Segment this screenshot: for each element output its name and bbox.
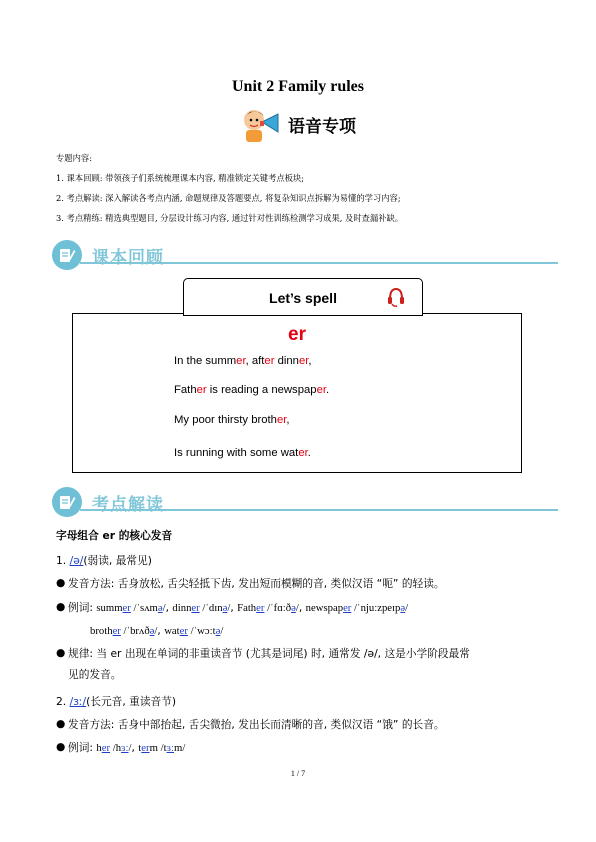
intro-item: 2. 考点解读: 深入解读各考点内涵, 命题规律及答题要点, 将复杂知识点拆解为易懂的学习内容; [56, 193, 401, 203]
spell-line [174, 384, 329, 396]
text-span: is reading a newspap [206, 384, 317, 396]
bullet-icon: ● [56, 576, 66, 589]
megaphone-kid-icon [240, 106, 284, 142]
page-number: 1 / 7 [290, 769, 306, 778]
spell-tab [183, 278, 423, 316]
text-line: 规律: 当 er 出现在单词的非重读音节 (尤其是词尾) 时, 通常发 /ə/, 这是小学阶段最常 [68, 647, 470, 660]
pronunciation-1-rule [56, 646, 558, 682]
pronunciation-2-examples: ● 例词: her /hɜː/, term /tɜːm/ [56, 740, 186, 754]
topic-label: 语音专项 [288, 116, 356, 137]
example-word: term /tɜːm/ [138, 742, 186, 754]
pronunciation-1-examples: ● 例词: summer /ˈsʌmə/, dinner /ˈdɪnə/, Father /ˈfɑːðə/, newspaper /ˈnjuːzpeɪpə/ [56, 600, 409, 614]
spell-heading: er [288, 324, 306, 345]
text-span: 例词: [68, 741, 93, 754]
pronunciation-1-examples-row2: brother /ˈbrʌðə/, water /ˈwɔːtə/ [90, 624, 224, 637]
core-heading: 字母组合 er 的核心发音 [56, 529, 173, 542]
highlight-span: er [236, 355, 246, 367]
section-header-analysis [52, 487, 558, 519]
bullet-icon: ● [56, 717, 66, 730]
spell-line [174, 414, 290, 426]
text-span: In the summ [174, 355, 237, 367]
page-title: Unit 2 Family rules [232, 78, 364, 95]
bullet-icon: ● [56, 600, 66, 613]
intro-block [56, 148, 403, 228]
example-word: her /hɜː/ [96, 742, 132, 754]
example-word: Father /ˈfɑːðə/ [237, 602, 299, 614]
text-span: (长元音, 重读音节) [86, 695, 177, 708]
highlight-span: er [264, 355, 275, 367]
text-span: dinn [274, 355, 299, 367]
text-span: 1. [56, 554, 70, 567]
text-span: , [308, 355, 312, 367]
highlight-span: er [298, 447, 308, 459]
spell-line [174, 447, 311, 459]
text-line: 见的发音。 [68, 668, 122, 681]
intro-item: 3. 考点精练: 精选典型题目, 分层设计练习内容, 通过针对性训练检测学习成果, 及时查漏补缺。 [56, 213, 404, 223]
intro-item: 1. 课本回顾: 带领孩子们系统梳理课本内容, 精准锁定关键考点板块; [56, 173, 305, 183]
text-span: , [286, 414, 290, 426]
text-span: . [307, 447, 311, 459]
example-word: water /ˈwɔːtə/ [164, 625, 224, 637]
headphones-icon [386, 285, 406, 309]
text-span: , aft [245, 355, 265, 367]
highlight-span: er [298, 355, 309, 367]
highlight-span: er [196, 384, 207, 396]
pencil-note-icon [52, 240, 82, 270]
pronunciation-2-method [56, 717, 558, 732]
text-span: My poor thirsty broth [174, 414, 277, 426]
text-span: 发音方法: 舌身放松, 舌尖轻抵下齿, 发出短而模糊的音, 类似汉语 “呃” 的轻读。 [68, 577, 445, 590]
pronunciation-1-method [56, 576, 558, 591]
pronunciation-1-title [56, 553, 152, 568]
phonetic-span: /ə/ [69, 554, 84, 567]
highlight-span: er [316, 384, 326, 396]
pencil-note-icon [52, 487, 82, 517]
highlight-span: er [276, 414, 287, 426]
example-word: brother /ˈbrʌðə/ [90, 625, 158, 637]
bullet-icon: ● [56, 740, 66, 753]
example-word: summer /ˈsʌmə/ [96, 602, 166, 614]
spell-tab-label: Let’s spell [269, 290, 337, 306]
text-span: (弱读, 最常见) [83, 554, 152, 567]
phonetic-span: /ɜː/ [69, 695, 87, 708]
text-span: 例词: [68, 601, 93, 614]
section-header-review [52, 240, 558, 272]
text-span: . [325, 384, 330, 396]
pronunciation-2-title [56, 694, 176, 709]
section-title: 课本回顾 [92, 248, 164, 268]
bullet-icon: ● [56, 646, 66, 659]
section-title: 考点解读 [92, 495, 164, 515]
text-span: Fath [174, 384, 197, 396]
spell-box [72, 313, 522, 473]
spell-line [174, 355, 312, 367]
text-span: 发音方法: 舌身中部抬起, 舌尖微抬, 发出长而清晰的音, 类似汉语 “饿” 的长音。 [68, 718, 445, 731]
example-word: dinner /ˈdɪnə/ [172, 602, 231, 614]
text-span: Is running with some wat [174, 447, 299, 459]
intro-heading: 专题内容: [56, 153, 92, 163]
topic-banner [240, 106, 356, 142]
example-word: newspaper /ˈnjuːzpeɪpə/ [305, 602, 409, 614]
text-span: 2. [56, 695, 70, 708]
